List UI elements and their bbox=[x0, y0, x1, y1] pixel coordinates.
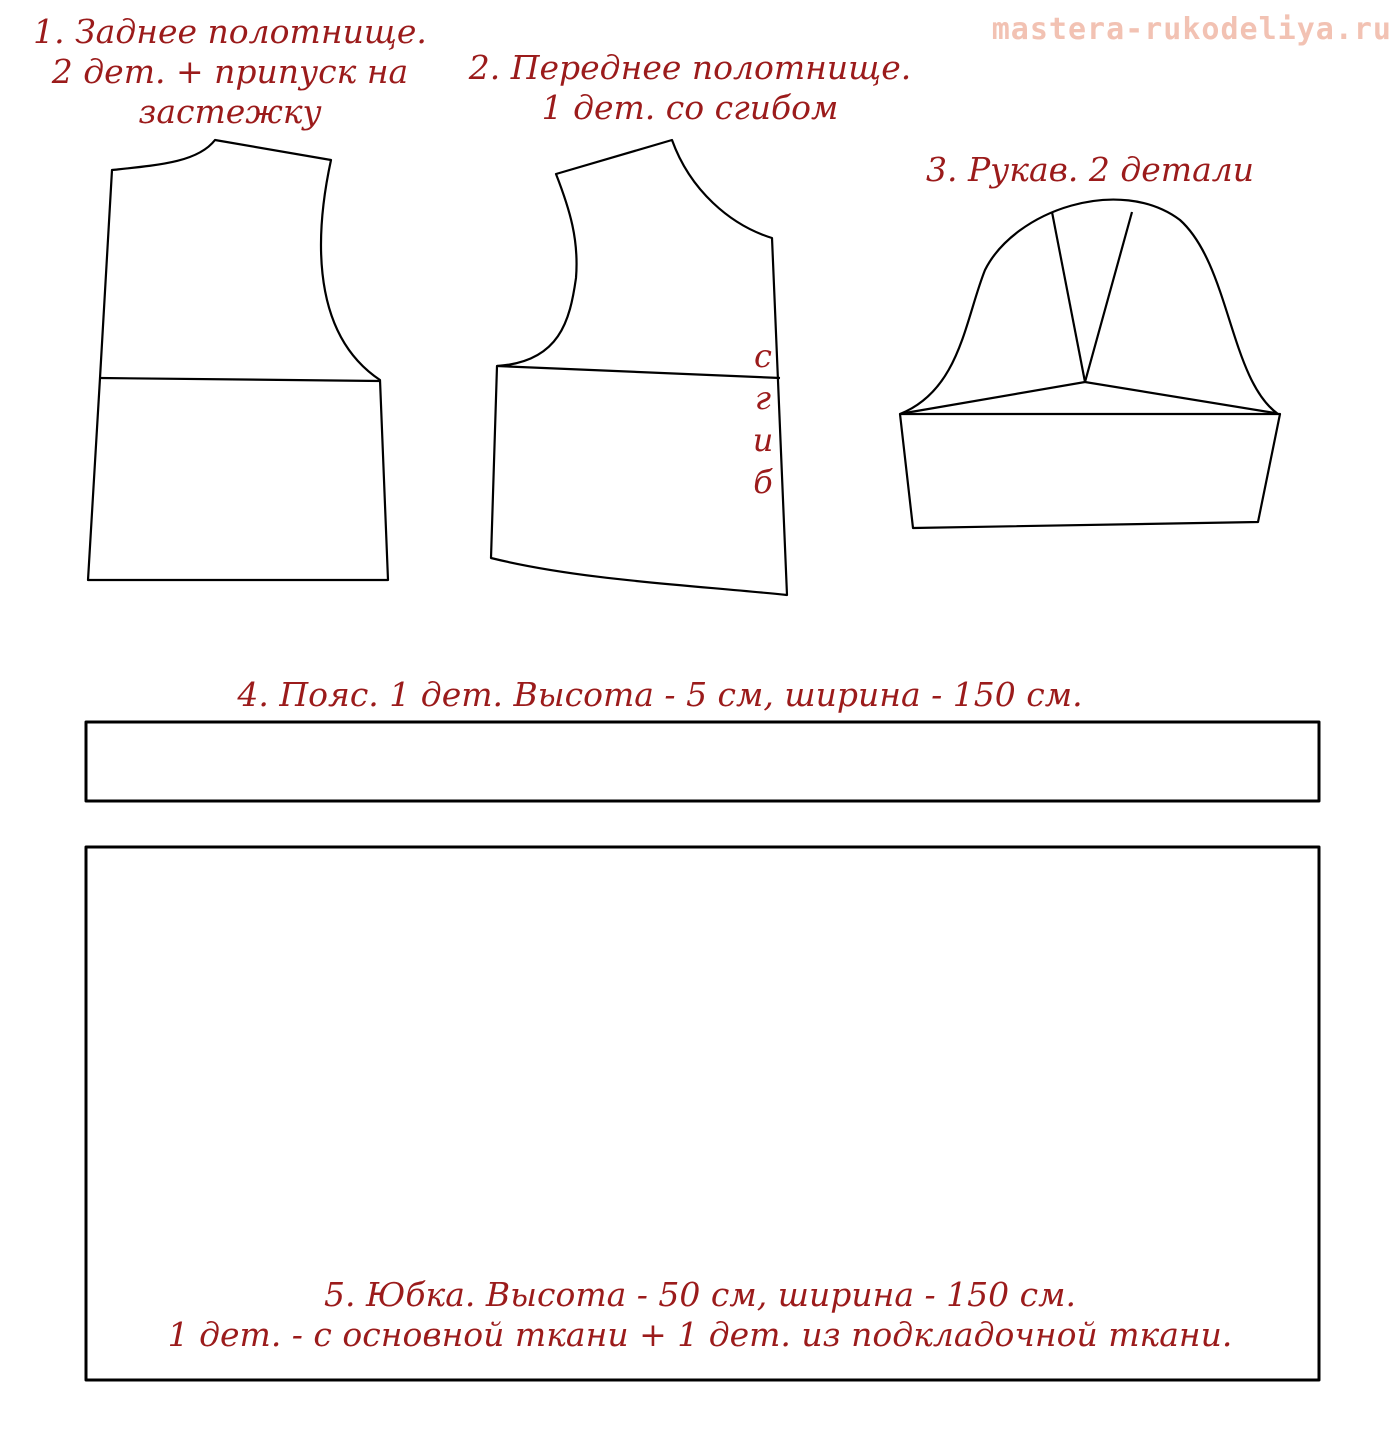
fold-letter-3: и bbox=[752, 421, 774, 459]
front-waist-line bbox=[497, 366, 780, 378]
sleeve-dart-line-2 bbox=[1085, 212, 1132, 382]
sleeve-dart-line-3 bbox=[905, 382, 1085, 413]
belt-outline bbox=[86, 722, 1319, 801]
watermark: mastera-rukodeliya.ru bbox=[991, 12, 1392, 47]
fold-letter-4: б bbox=[753, 463, 773, 501]
sleeve-dart-line-4 bbox=[1085, 382, 1275, 413]
fold-letter-2: г bbox=[754, 379, 772, 417]
back-piece-title-line2: 2 дет. + припуск на bbox=[51, 52, 409, 91]
back-piece-outline bbox=[88, 140, 388, 580]
belt-piece-title-line1: 4. Пояс. 1 дет. Высота - 5 см, ширина - 150 см. bbox=[237, 675, 1083, 714]
sleeve-piece-title-line1: 3. Рукав. 2 детали bbox=[925, 150, 1255, 189]
back-waist-line bbox=[100, 378, 380, 381]
front-piece-title-line1: 2. Переднее полотнище. bbox=[468, 48, 912, 87]
sleeve-dart-line-1 bbox=[1052, 212, 1085, 382]
skirt-outline bbox=[86, 847, 1319, 1380]
front-piece-title-line2: 1 дет. со сгибом bbox=[541, 88, 839, 127]
sleeve-cuff-outline bbox=[900, 414, 1280, 528]
skirt-piece-title-line2: 1 дет. - с основной ткани + 1 дет. из подкладочной ткани. bbox=[167, 1315, 1233, 1354]
skirt-piece-title-line1: 5. Юбка. Высота - 50 см, ширина - 150 см. bbox=[324, 1275, 1076, 1314]
back-piece-title-line3: застежку bbox=[138, 92, 322, 131]
fold-letter-1: с bbox=[754, 337, 772, 375]
back-piece-title-line1: 1. Заднее полотнище. bbox=[33, 12, 427, 51]
